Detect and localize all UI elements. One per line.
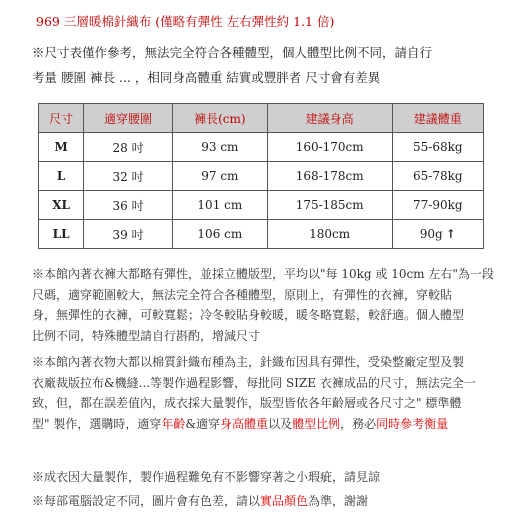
highlight-body-ratio: 體型比例 bbox=[292, 416, 341, 431]
size-table bbox=[38, 103, 484, 249]
note-line: ※本館內著衣褲大都略有彈性，並採立體版型，平均以"每 10kg 或 10cm 左右"為一段 bbox=[32, 267, 494, 281]
color-note bbox=[32, 491, 500, 512]
cell-height: 180cm bbox=[267, 220, 392, 249]
note-line: 身，無彈性的衣褲，可較寬鬆；冷冬較貼身較暖，暖冬略寬鬆，較舒適。個人體型 bbox=[32, 308, 465, 322]
size-disclaimer bbox=[32, 40, 502, 90]
cell-weight bbox=[392, 220, 483, 249]
note-text: 以及 bbox=[268, 416, 293, 431]
table-row bbox=[39, 133, 484, 162]
note-text: ，務必 bbox=[340, 416, 377, 431]
cell-height: 175-185cm bbox=[267, 191, 392, 220]
note-line: 致，但，都在誤差值內，成衣採大量製作，版型皆依各年齡層或各尺寸之" 標準體 bbox=[32, 396, 462, 410]
size-table-header-row bbox=[39, 104, 484, 133]
disclaimer-line: 考量 腰圍 褲長 ... ，相同身高體重 結實或豐胖者 尺寸會有差異 bbox=[32, 70, 381, 85]
cell-height: 160-170cm bbox=[267, 133, 392, 162]
note-text: 型" 製作，選購時，適穿 bbox=[32, 416, 162, 431]
header-weight: 建議體重 bbox=[392, 104, 483, 133]
cell-weight: 55-68kg bbox=[392, 133, 483, 162]
cell-size: LL bbox=[39, 220, 84, 249]
cell-size: L bbox=[39, 162, 84, 191]
elasticity-note bbox=[32, 264, 500, 346]
up-arrow-icon: ↑ bbox=[445, 227, 456, 241]
note-line: 衣廠裁版拉布&機縫...等製作過程影響，每批同 SIZE 衣褲成品的尺寸，無法完全一 bbox=[32, 375, 476, 390]
cell-waist: 32 吋 bbox=[84, 162, 173, 191]
weight-value: 90g bbox=[419, 227, 443, 241]
cell-height: 168-178cm bbox=[267, 162, 392, 191]
note-line: ※成衣因大量製作，製作過程難免有不影響穿著之小瑕疵，請見諒 bbox=[32, 470, 381, 484]
header-height: 建議身高 bbox=[267, 104, 392, 133]
note-line bbox=[32, 491, 500, 512]
table-row bbox=[39, 220, 484, 249]
disclaimer-line: ※尺寸表僅作參考，無法完全符合各種體型，個人體型比例不同，請自行 bbox=[32, 45, 433, 60]
defect-note bbox=[32, 467, 500, 488]
cell-weight: 77-90kg bbox=[392, 191, 483, 220]
cell-length: 97 cm bbox=[172, 162, 267, 191]
highlight-actual-color: 實品顏色 bbox=[260, 494, 309, 508]
note-line: 尺碼，適穿範圍較大，無法完全符合各種體型，原則上，有彈性的衣褲，穿較貼 bbox=[32, 287, 453, 302]
header-length: 褲長(cm) bbox=[172, 104, 267, 133]
note-line: 比例不同，特殊體型請自行斟酌，增減尺寸 bbox=[32, 328, 261, 343]
note-text: &適穿 bbox=[185, 416, 221, 431]
cell-length: 106 cm bbox=[172, 220, 267, 249]
note-line bbox=[32, 414, 500, 435]
header-waist: 適穿腰圍 bbox=[84, 104, 173, 133]
highlight-consider: 同時參考衡量 bbox=[376, 416, 449, 431]
note-line: ※本館內著衣物大都以棉質針織布種為主，針織布因具有彈性，受染整廠定型及製 bbox=[32, 355, 465, 369]
table-row bbox=[39, 162, 484, 191]
highlight-height-weight: 身高體重 bbox=[220, 416, 269, 431]
table-row bbox=[39, 191, 484, 220]
highlight-age: 年齡 bbox=[161, 416, 186, 431]
note-text: ※每部電腦設定不同，圖片會有色差，請以 bbox=[32, 494, 261, 508]
cell-size: XL bbox=[39, 191, 84, 220]
cell-waist: 39 吋 bbox=[84, 220, 173, 249]
cell-length: 93 cm bbox=[172, 133, 267, 162]
cell-size: M bbox=[39, 133, 84, 162]
production-note bbox=[32, 352, 500, 434]
cell-waist: 36 吋 bbox=[84, 191, 173, 220]
cell-weight: 65-78kg bbox=[392, 162, 483, 191]
product-title: 969 三層暖棉針織布 (僅略有彈性 左右彈性約 1.1 倍) bbox=[36, 14, 335, 29]
note-text: 為準，謝謝 bbox=[308, 494, 369, 508]
header-size: 尺寸 bbox=[39, 104, 84, 133]
cell-length: 101 cm bbox=[172, 191, 267, 220]
cell-waist: 28 吋 bbox=[84, 133, 173, 162]
